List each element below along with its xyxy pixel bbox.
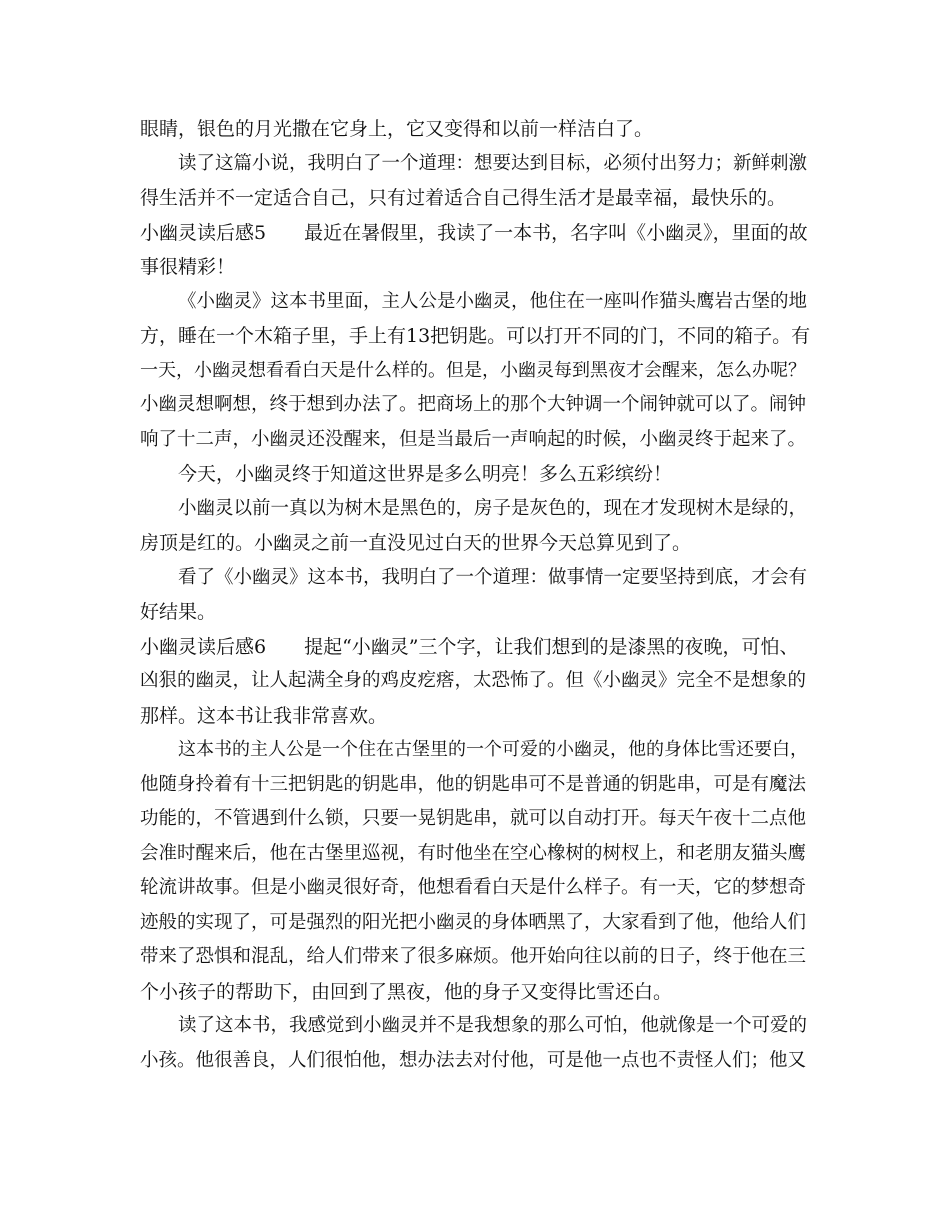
text-line: 响了十二声，小幽灵还没醒来，但是当最后一声响起的时候，小幽灵终于起来了。 (140, 428, 807, 450)
text-line: 那样。这本书让我非常喜欢。 (140, 704, 388, 727)
text-line: 今天，小幽灵终于知道这世界是多么明亮！多么五彩缤纷！ (178, 463, 673, 485)
text-line: 《小幽灵》这本书里面，主人公是小幽灵，他住在一座叫作猫头鹰岩古堡的地 (178, 290, 808, 312)
section-heading-line: 小幽灵读后感5 最近在暑假里，我读了一本书，名字叫《小幽灵》，里面的故 (140, 221, 808, 244)
text-line: 个小孩子的帮助下，由回到了黑夜，他的身子又变得比雪还白。 (140, 980, 673, 1003)
text-line: 方，睡在一个木箱子里，手上有13把钥匙。可以打开不同的门，不同的箱子。有 (140, 325, 811, 347)
text-line: 小幽灵想啊想，终于想到办法了。把商场上的那个大钟调一个闹钟就可以了。闹钟 (140, 394, 807, 415)
text-line: 事很精彩！ (140, 256, 236, 278)
text-line: 功能的，不管遇到什么锁，只要一晃钥匙串，就可以自动打开。每天午夜十二点他 (140, 808, 807, 829)
text-line: 迹般的实现了，可是强烈的阳光把小幽灵的身体晒黑了，大家看到了他，他给人们 (140, 911, 807, 933)
text-line: 这本书的主人公是一个住在古堡里的一个可爱的小幽灵，他的身体比雪还要白， (178, 739, 808, 760)
text-line: 得生活并不一定适合自己，只有过着适合自己得生活才是最幸福，最快乐的。 (140, 187, 787, 209)
text-line: 带来了恐惧和混乱，给人们带来了很多麻烦。他开始向往以前的日子，终于他在三 (140, 946, 807, 967)
text-line: 眼睛，银色的月光撒在它身上，它又变得和以前一样洁白了。 (140, 118, 654, 140)
text-line: 凶狠的幽灵，让人起满全身的鸡皮疙瘩，太恐怖了。但《小幽灵》完全不是想象的 (140, 670, 807, 691)
text-line: 看了《小幽灵》这本书，我明白了一个道理：做事情一定要坚持到底，才会有 (178, 566, 808, 588)
text-line: 小幽灵以前一真以为树木是黑色的，房子是灰色的，现在才发现树木是绿的， (178, 497, 808, 519)
text-line: 会准时醒来后，他在古堡里巡视，有时他坐在空心橡树的树杈上，和老朋友猫头鹰 (140, 842, 807, 864)
text-line: 一天，小幽灵想看看白天是什么样的。但是，小幽灵每到黑夜才会醒来，怎么办呢？ (140, 359, 806, 381)
document-page (140, 112, 812, 1078)
section-heading-line: 小幽灵读后感6 提起“小幽灵”三个字，让我们想到的是漆黑的夜晚，可怕、 (140, 635, 799, 658)
text-line: 好结果。 (140, 601, 217, 623)
text-line: 轮流讲故事。但是小幽灵很好奇，他想看看白天是什么样子。有一天，它的梦想奇 (140, 877, 807, 898)
text-line: 读了这本书，我感觉到小幽灵并不是我想象的那么可怕，他就像是一个可爱的 (178, 1015, 808, 1036)
text-line: 他随身拎着有十三把钥匙的钥匙串，他的钥匙串可不是普通的钥匙串，可是有魔法 (140, 773, 807, 795)
text-line: 房顶是红的。小幽灵之前一直没见过白天的世界今天总算见到了。 (140, 532, 692, 554)
text-line: 读了这篇小说，我明白了一个道理：想要达到目标，必须付出努力；新鲜刺激 (178, 152, 808, 174)
text-line: 小孩。他很善良，人们很怕他，想办法去对付他，可是他一点也不责怪人们；他又 (140, 1049, 807, 1071)
